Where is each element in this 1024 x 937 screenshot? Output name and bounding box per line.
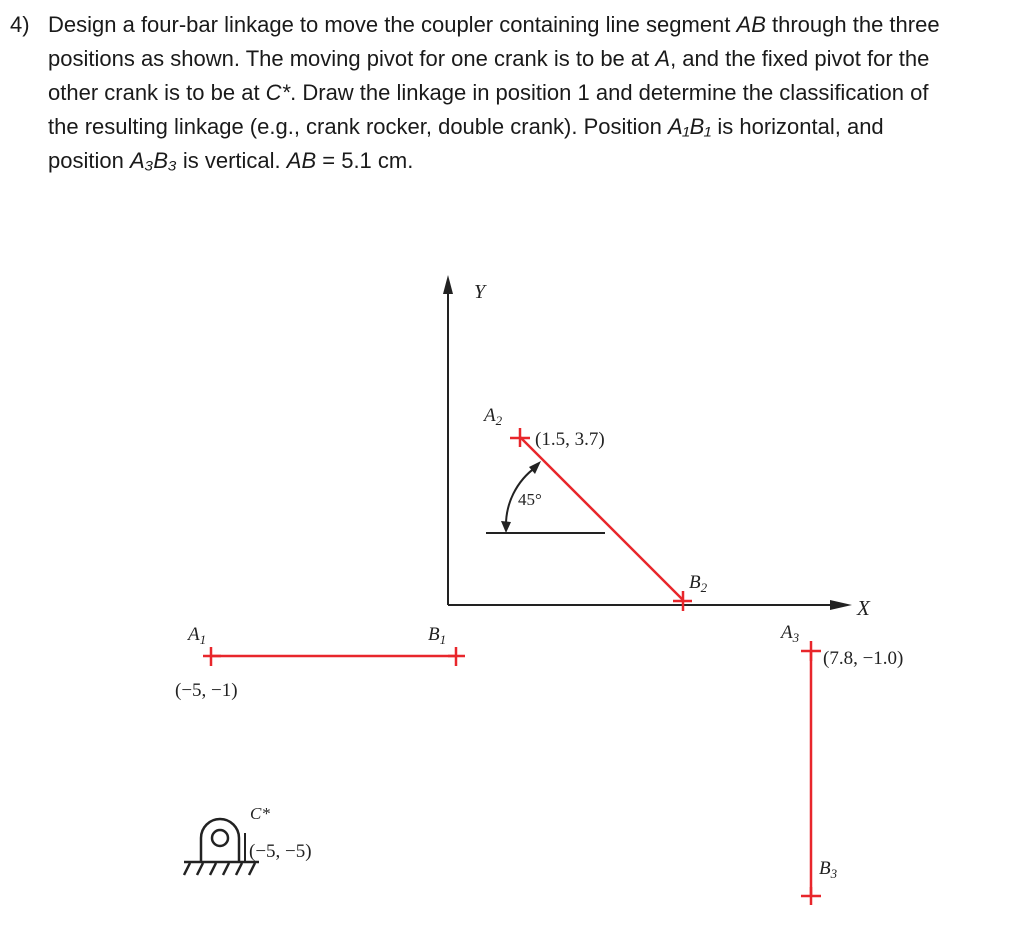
x-axis-label: X [857, 596, 870, 620]
label-b2: $B_2$ [689, 572, 708, 595]
label-c-star: C* [250, 804, 270, 823]
problem-number: 4) [10, 12, 30, 37]
coord-c-star: (−5, −5) [249, 841, 312, 862]
point-b1-cross-icon [448, 647, 465, 666]
coupler-position-2 [520, 437, 683, 600]
point-a3-cross-icon [801, 641, 821, 661]
coord-a3: (7.8, −1.0) [823, 648, 904, 669]
label-a1: $A_1$ [188, 624, 207, 647]
angle-arrow-bottom-icon [501, 521, 511, 533]
x-axis-arrow-icon [830, 600, 852, 610]
label-a2: $A_2$ [484, 405, 503, 428]
label-b1: $B_1$ [428, 624, 447, 647]
y-axis-label: Y [474, 281, 486, 303]
problem-italic-term: C* [265, 80, 291, 105]
problem-line: other crank is to be at C*. Draw the linkage in position 1 and determine the classification of [48, 80, 929, 105]
problem-italic-term: AB [736, 12, 766, 37]
problem-line: positions as shown. The moving pivot for one crank is to be at A, and the fixed pivot for the [48, 46, 930, 71]
problem-italic-term: AB [286, 148, 317, 173]
problem-line: Design a four-bar linkage to move the coupler containing line segment AB through the three [48, 12, 940, 37]
coord-a2: (1.5, 3.7) [535, 429, 605, 450]
label-a3: $A_3$ [781, 622, 800, 645]
coord-a1: (−5, −1) [175, 680, 238, 701]
fixed-pivot-icon [184, 819, 259, 875]
problem-line: position A₃B₃ is vertical. AB = 5.1 cm. [48, 148, 414, 173]
pivot-a1-cross-icon [203, 647, 221, 666]
label-b3: $B_3$ [819, 858, 838, 881]
problem-line: the resulting linkage (e.g., crank rocker, double crank). Position A₁B₁ is horizontal, and [48, 114, 884, 139]
problem-italic-term: A₃B₃ [129, 148, 177, 173]
angle-label: 45° [518, 490, 542, 509]
y-axis-arrow-icon [443, 275, 453, 294]
point-b3-cross-icon [801, 887, 821, 905]
problem-italic-term: A₁B₁ [668, 114, 712, 139]
problem-italic-term: A [655, 46, 671, 71]
